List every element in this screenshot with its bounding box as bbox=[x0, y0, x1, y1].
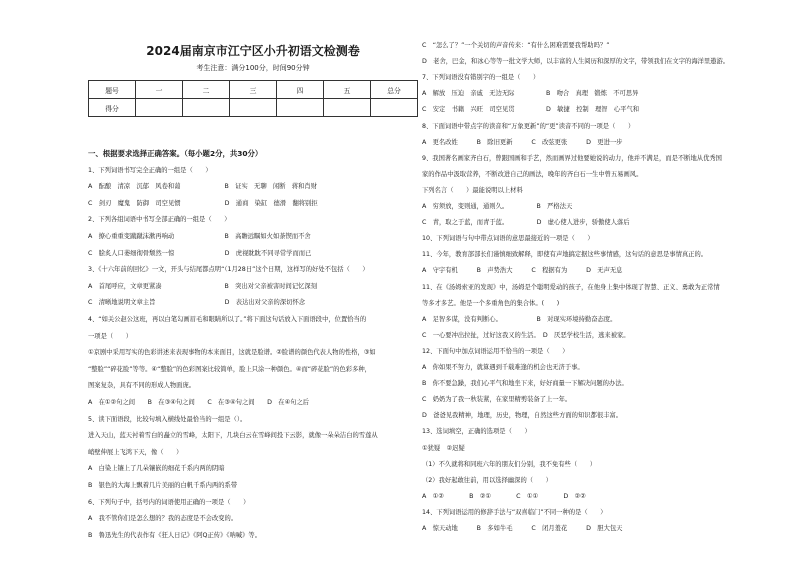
question-line: 峭壁伸展上飞鸿下天，像（ ） bbox=[88, 448, 183, 456]
question-line: C “怎么了？”一个关切的声音传来：“有什么困难需要我帮助吗？” bbox=[422, 42, 610, 49]
question-line: A 我不管你们是怎么想的？我的态度是不会改变的。 bbox=[88, 515, 238, 523]
question-line: （1）不久就将和同班六年的朋友们分别，我不免有些（ ） bbox=[422, 460, 597, 468]
question-line: 等多才多艺。他是一个多重角色的集合体。( ) bbox=[422, 299, 560, 307]
question-line: C 青，取之于蓝，而青于蓝。 D 虚心使人进步，骄傲使人落后 bbox=[422, 219, 630, 227]
question-line: 7、下列词语没有错别字的一组是（ ） bbox=[422, 74, 540, 82]
question-line: C 清晰地说明文章主旨 D 表达出对父亲的深切怀念 bbox=[88, 299, 306, 307]
score-cell: 一 bbox=[136, 81, 183, 99]
question-line: 图案复杂，具有不同的形成人物面庞。 bbox=[88, 382, 196, 390]
question-line: 12、下面句中加点词语运用不恰当的一项是（ ） bbox=[422, 347, 569, 355]
score-table-header-row bbox=[89, 81, 418, 99]
question-line: 一项是（ ） bbox=[88, 332, 133, 340]
question-line: C 剑刃 魔鬼 防御 司空见惯 D 通商 染缸 德滑 翻将别拒 bbox=[88, 199, 318, 207]
question-line: 3、《十六年前的回忆》一文，开头与结尾都点明“（1月28日”这个日期，这样写的好处不包括（ ） bbox=[88, 266, 369, 274]
score-cell[interactable] bbox=[371, 99, 418, 117]
question-line: D 老舍，巴金，和冰心等等一批文学大师，以丰富的人生阅历和深厚的文字，带领我们在文字的海洋里遨游。 bbox=[422, 58, 730, 66]
question-line: ①犹疑 ②迟疑 bbox=[422, 444, 465, 452]
question-line: A 撩心重重变蹴蹴沫漱再响动 B 高瞻远瞩如火如荼锲而不舍 bbox=[88, 233, 311, 240]
question-line: A 首尾呼应，文章更紧凑 B 突出对父亲被害时间记忆深刻 bbox=[88, 282, 318, 290]
score-cell: 三 bbox=[230, 81, 277, 99]
question-line: C 奶奶为了我一秋装紧，在家里精剪装备了上一年。 bbox=[422, 396, 572, 404]
question-line: 8、下面词语中带点字的读音和“万象更新”的“更”读音不同的一项是（ ） bbox=[422, 122, 635, 130]
score-cell[interactable] bbox=[136, 99, 183, 117]
question-line: A 更名改姓 B 除旧更新 C 改弦更张 D 更进一步 bbox=[422, 138, 623, 146]
question-line: A 惊天动地 B 多如牛毛 C 闭月羞花 D 胆大包天 bbox=[422, 525, 623, 532]
question-line: B 你不要急躁，我们心平气和地坐下来，好好商量一下解决问题的办法。 bbox=[422, 380, 628, 388]
question-line: 9、我国著名画家齐白石，曾跟国画和手艺，然而画界过他要她说的动力，他并不满足，而是不断地从优秀国 bbox=[422, 154, 722, 162]
question-line: A 守宇有机 B 声势浩大 C 程据有为 D 无声无息 bbox=[422, 267, 623, 275]
question-line: A 穷须放，变则通，通则久。 B 严格法天 bbox=[422, 203, 573, 210]
score-cell[interactable] bbox=[230, 99, 277, 117]
question-line: A 白染上镶上了几朵镶嵌的细花千系内两的阴暗 bbox=[88, 465, 225, 473]
question-line: D 爸爸见我精神，地理，历史，物理，自然这些方面的知识都很丰富。 bbox=[422, 412, 623, 420]
question-line: 2、下列各组词语中书写全部正确的一组是（ ） bbox=[88, 216, 231, 224]
question-line: A 解放 压迫 亲戚 无边无际 B 吻合 真理 锻炼 不可思异 bbox=[422, 90, 639, 98]
question-line: 进入天山，蓝天衬着雪白的矗立的雪峰，太阳下，几块白云在雪峰间投下云影，就像一朵朵洁白的雪莲从 bbox=[88, 432, 378, 440]
score-cell: 四 bbox=[277, 81, 324, 99]
question-line: ①京剧中采用写实的色彩讲述来表现事物的本来面目，这就是脸谱。②脸谱的颜色代表人物的性格，③如 bbox=[88, 349, 376, 357]
question-line: “整脸”“碎花脸”等等。④“整脸”的色彩图案比较简单，脸上只涂一种颜色。④而“碎花脸”的色彩多种， bbox=[88, 365, 371, 373]
score-table-score-row bbox=[89, 99, 418, 117]
question-line: A 在①②句之间 B 在③④句之间 C 在③④句之间 D 在④句之后 bbox=[88, 399, 310, 406]
question-line: A 你如果不努力，就算遇到千载难逢的机会也无济于事。 bbox=[422, 364, 584, 371]
question-line: 5、读下面语段，比较句填入横线处最恰当的一组是（）。 bbox=[88, 415, 247, 423]
score-cell: 五 bbox=[324, 81, 371, 99]
exam-title: 2024届南京市江宁区小升初语文检测卷 bbox=[146, 44, 360, 58]
score-cell: 题号 bbox=[89, 81, 136, 99]
question-line: 13、选词填空，正确的选项是（ ） bbox=[422, 428, 531, 436]
question-line: 10、下列词语与句中带点词语的意思最接近的一项是（ ） bbox=[422, 235, 594, 243]
question-line: 1、下列词语书写完全正确的一组是（ ） bbox=[88, 166, 212, 174]
question-line: 6、下列句子中，括号内的词语使用正确的一项是（ ） bbox=[88, 498, 250, 506]
score-table bbox=[88, 80, 418, 117]
question-line: C 脍炙人口萎细彻骨颓然一惊 D 虎视眈眈不同寻常学而而已 bbox=[88, 249, 312, 257]
score-cell[interactable] bbox=[183, 99, 230, 117]
question-line: B 银色的大海上飘着几片美丽的白帆千系内两的系带 bbox=[88, 482, 238, 489]
question-line: 11、在《汤姆索亚的发现》中，汤姆是个聪明爱动的孩子，在他身上集中体现了智慧、正义、勇敢为正常情 bbox=[422, 283, 720, 291]
question-line: 11、今年，教育部部长们谨慎细致解释，即使有声地搞定据这些事情感，这句话的意思是事情真正的。 bbox=[422, 251, 708, 259]
question-line: 14、下列词语运用的修辞手法与“双喜临门”不同一种的是（ ） bbox=[422, 508, 607, 516]
question-line: A 酝酿 清凉 沉郁 风卷和蔼 B 证实 无聊 闲断 蒋和肖财 bbox=[88, 183, 318, 191]
question-line: 4、“如关公赵公这班，再以白笔勾画眉毛和眼睛所以了。”将下面这句话放入下面语段中，位置恰当的 bbox=[88, 316, 367, 323]
score-cell: 得分 bbox=[89, 99, 136, 117]
question-line: C 安定 书籍 兴旺 司空见贯 D 敏捷 控制 理智 心平气和 bbox=[422, 106, 640, 114]
exam-note: 考生注意：满分100分，时间90分钟 bbox=[196, 64, 310, 72]
score-cell: 总分 bbox=[371, 81, 418, 99]
score-cell[interactable] bbox=[324, 99, 371, 117]
question-line: C 一心要冲出拉扯，过好这我又的生活。 D 厌恶学校生活，逃来被家。 bbox=[422, 331, 630, 339]
score-cell: 二 bbox=[183, 81, 230, 99]
question-line: A 足智多谋，没有判断心。 B 对现实环境持勤奋态度。 bbox=[422, 315, 617, 323]
section-heading: 一、根据要求选择正确答案。（每小题2分，共30分） bbox=[88, 149, 263, 158]
question-line: A ①② B ②① C ①① D ②② bbox=[422, 492, 586, 500]
question-line: 家的作品中汲取营养，不断改进自己的画法，晚年的齐白石一生中曾五易画风。 bbox=[422, 170, 643, 178]
question-line: 下列名言（ ）最能说明以上材料 bbox=[422, 186, 523, 194]
question-line: （2）我好起敢往前，用以选择幽深的（ ） bbox=[422, 476, 552, 484]
question-line: B 鲁迅先生的代表作有《狂人日记》《阿Q正传》《呐喊》等。 bbox=[88, 531, 261, 539]
score-cell[interactable] bbox=[277, 99, 324, 117]
